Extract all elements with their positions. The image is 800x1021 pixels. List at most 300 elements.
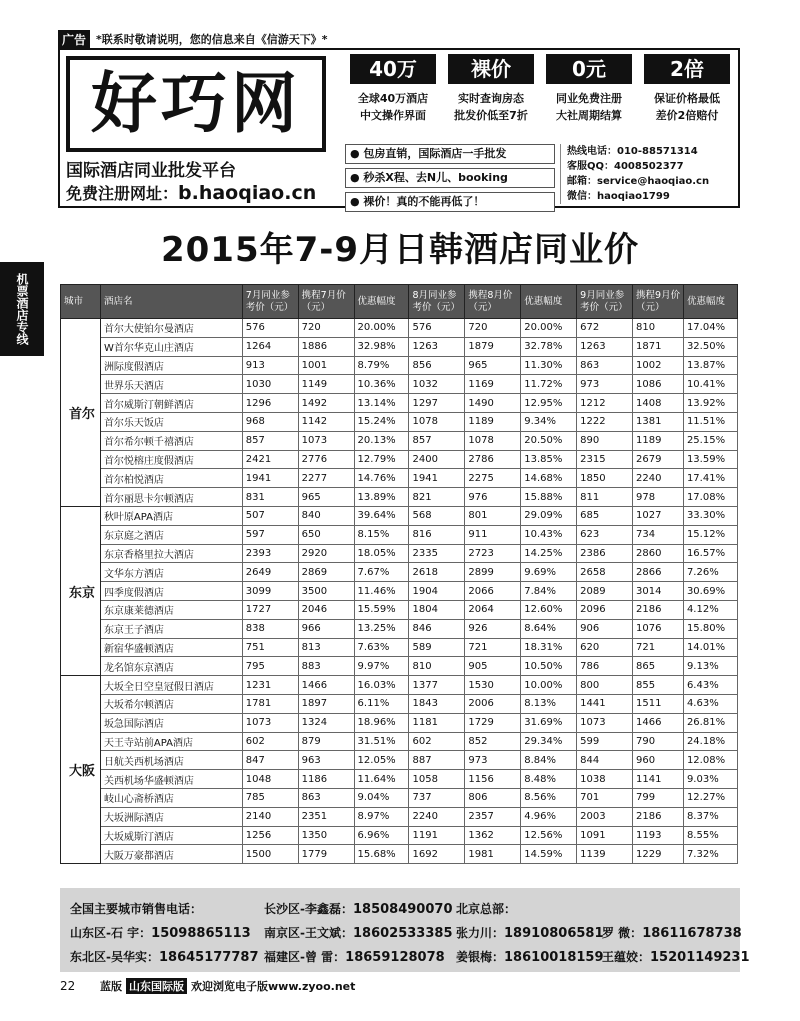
price-cell: 973: [465, 751, 521, 770]
price-cell: 2064: [465, 600, 521, 619]
price-cell: 7.26%: [683, 563, 737, 582]
feature-4-line1: 保证价格最低: [654, 92, 720, 105]
table-row: [61, 488, 738, 507]
price-cell: 1193: [633, 826, 684, 845]
price-cell: 8.97%: [354, 807, 409, 826]
table-row: [61, 657, 738, 676]
price-cell: 8.56%: [521, 788, 577, 807]
price-cell: 15.12%: [683, 525, 737, 544]
price-cell: 623: [577, 525, 633, 544]
column-header: 8月同业参考价（元）: [409, 285, 465, 319]
price-cell: 568: [409, 506, 465, 525]
price-cell: 1500: [242, 845, 298, 864]
price-cell: 1492: [298, 394, 354, 413]
table-row: [61, 732, 738, 751]
hotel-name-cell: 大坂全日空皇冠假日酒店: [100, 676, 242, 695]
city-cell: 东京: [61, 506, 101, 675]
price-cell: 1229: [633, 845, 684, 864]
price-cell: 18.96%: [354, 713, 409, 732]
table-row: [61, 713, 738, 732]
price-cell: 17.04%: [683, 319, 737, 338]
price-cell: 2186: [633, 600, 684, 619]
table-row: [61, 694, 738, 713]
contact-name: 罗 微：: [602, 926, 643, 940]
price-cell: 16.57%: [683, 544, 737, 563]
price-cell: 12.79%: [354, 450, 409, 469]
column-header: 携程8月价（元）: [465, 285, 521, 319]
price-cell: 4.12%: [683, 600, 737, 619]
price-cell: 7.63%: [354, 638, 409, 657]
city-cell: 首尔: [61, 319, 101, 507]
price-cell: 801: [465, 506, 521, 525]
table-row: [61, 431, 738, 450]
price-cell: 8.48%: [521, 770, 577, 789]
contact-phone[interactable]: 18602533385: [352, 926, 453, 941]
price-cell: 13.89%: [354, 488, 409, 507]
feature-2-big: 裸价: [448, 54, 534, 84]
sales-contact: [264, 924, 452, 941]
price-cell: 1729: [465, 713, 521, 732]
price-cell: 12.60%: [521, 600, 577, 619]
price-cell: 2240: [409, 807, 465, 826]
brand-logo: 好巧网: [66, 56, 326, 152]
price-cell: 685: [577, 506, 633, 525]
table-row: [61, 826, 738, 845]
contact-phone[interactable]: 18610018159: [504, 950, 604, 965]
contact-name: 姜银梅：: [456, 950, 505, 964]
price-cell: 1904: [409, 582, 465, 601]
brand-block: [66, 56, 336, 204]
side-section-tab: 机票酒店专线: [0, 262, 44, 356]
price-cell: 968: [242, 412, 298, 431]
price-cell: 1530: [465, 676, 521, 695]
table-row: [61, 375, 738, 394]
price-cell: 11.30%: [521, 356, 577, 375]
price-cell: 1843: [409, 694, 465, 713]
price-cell: 17.08%: [683, 488, 737, 507]
sales-contact: [264, 900, 452, 917]
price-cell: 1897: [298, 694, 354, 713]
price-cell: 29.09%: [521, 506, 577, 525]
column-header: 优惠幅度: [354, 285, 409, 319]
price-cell: 976: [465, 488, 521, 507]
price-cell: 2186: [633, 807, 684, 826]
hotel-name-cell: 东京庭之酒店: [100, 525, 242, 544]
price-cell: 1078: [465, 431, 521, 450]
price-cell: 810: [633, 319, 684, 338]
sales-contact: [70, 924, 251, 941]
price-cell: 1408: [633, 394, 684, 413]
price-cell: 1181: [409, 713, 465, 732]
price-cell: 20.00%: [354, 319, 409, 338]
contact-phone[interactable]: 15201149231: [650, 950, 750, 965]
table-row: [61, 337, 738, 356]
price-cell: 16.03%: [354, 676, 409, 695]
hotel-name-cell: 文华东方酒店: [100, 563, 242, 582]
price-cell: 6.96%: [354, 826, 409, 845]
sales-contacts: [60, 888, 750, 972]
feature-4-big: 2倍: [644, 54, 730, 84]
price-cell: 1879: [465, 337, 521, 356]
price-cell: 1381: [633, 412, 684, 431]
price-cell: 32.50%: [683, 337, 737, 356]
price-cell: 599: [577, 732, 633, 751]
price-cell: 3500: [298, 582, 354, 601]
price-cell: 838: [242, 619, 298, 638]
price-cell: 11.46%: [354, 582, 409, 601]
price-cell: 31.69%: [521, 713, 577, 732]
price-cell: 2649: [242, 563, 298, 582]
price-cell: 1324: [298, 713, 354, 732]
hotel-name-cell: 新宿华盛顿酒店: [100, 638, 242, 657]
price-cell: 847: [242, 751, 298, 770]
price-cell: 2140: [242, 807, 298, 826]
price-cell: 855: [633, 676, 684, 695]
hotel-name-cell: 四季度假酒店: [100, 582, 242, 601]
wechat: 微信：haoqiao1799: [567, 191, 670, 202]
price-cell: 840: [298, 506, 354, 525]
hotel-name-cell: 龙名馆东京酒店: [100, 657, 242, 676]
sales-contact: [456, 948, 604, 965]
price-cell: 1048: [242, 770, 298, 789]
price-cell: 14.68%: [521, 469, 577, 488]
price-cell: 26.81%: [683, 713, 737, 732]
price-cell: 11.72%: [521, 375, 577, 394]
hotel-name-cell: 天王寺站前APA酒店: [100, 732, 242, 751]
contact-block: [560, 144, 736, 204]
price-cell: 863: [577, 356, 633, 375]
price-cell: 1186: [298, 770, 354, 789]
hotel-name-cell: 首尔丽思卡尔顿酒店: [100, 488, 242, 507]
price-cell: 734: [633, 525, 684, 544]
price-cell: 1139: [577, 845, 633, 864]
price-cell: 2421: [242, 450, 298, 469]
price-cell: 11.51%: [683, 412, 737, 431]
price-cell: 9.69%: [521, 563, 577, 582]
contact-name: 东北区-吴华实：: [70, 950, 159, 964]
price-cell: 2046: [298, 600, 354, 619]
price-cell: 856: [409, 356, 465, 375]
price-cell: 1441: [577, 694, 633, 713]
price-cell: 799: [633, 788, 684, 807]
price-cell: 2866: [633, 563, 684, 582]
price-table: [60, 284, 738, 864]
price-cell: 846: [409, 619, 465, 638]
price-cell: 4.63%: [683, 694, 737, 713]
price-cell: 911: [465, 525, 521, 544]
hotel-name-cell: 日航关西机场酒店: [100, 751, 242, 770]
price-cell: 17.41%: [683, 469, 737, 488]
contact-phone[interactable]: 15098865113: [151, 926, 251, 941]
price-cell: 8.79%: [354, 356, 409, 375]
price-cell: 816: [409, 525, 465, 544]
price-cell: 39.64%: [354, 506, 409, 525]
contact-phone[interactable]: 18910806581: [504, 926, 604, 941]
bullet-list: [345, 144, 555, 216]
price-cell: 25.15%: [683, 431, 737, 450]
feature-1-line2: 中文操作界面: [360, 109, 426, 122]
qq: 客服QQ：4008502377: [567, 161, 684, 172]
price-cell: 1466: [298, 676, 354, 695]
price-cell: 15.68%: [354, 845, 409, 864]
price-cell: 1781: [242, 694, 298, 713]
price-cell: 6.11%: [354, 694, 409, 713]
table-row: [61, 845, 738, 864]
price-cell: 1027: [633, 506, 684, 525]
price-cell: 1091: [577, 826, 633, 845]
price-cell: 879: [298, 732, 354, 751]
price-cell: 1692: [409, 845, 465, 864]
hotel-name-cell: 洲际度假酒店: [100, 356, 242, 375]
price-cell: 9.04%: [354, 788, 409, 807]
price-cell: 12.08%: [683, 751, 737, 770]
price-cell: 14.01%: [683, 638, 737, 657]
price-cell: 863: [298, 788, 354, 807]
price-cell: 2351: [298, 807, 354, 826]
table-row: [61, 356, 738, 375]
table-row: [61, 807, 738, 826]
price-cell: 1038: [577, 770, 633, 789]
price-cell: 2776: [298, 450, 354, 469]
price-cell: 10.36%: [354, 375, 409, 394]
price-cell: 2618: [409, 563, 465, 582]
price-cell: 2393: [242, 544, 298, 563]
table-row: [61, 600, 738, 619]
price-cell: 1941: [242, 469, 298, 488]
price-cell: 887: [409, 751, 465, 770]
price-cell: 813: [298, 638, 354, 657]
page-number: 22: [60, 979, 76, 993]
sales-contact: [70, 948, 258, 965]
price-cell: 15.80%: [683, 619, 737, 638]
ad-tag: 广告: [58, 30, 90, 49]
price-cell: 1804: [409, 600, 465, 619]
price-cell: 721: [465, 638, 521, 657]
price-cell: 2658: [577, 563, 633, 582]
price-cell: 800: [577, 676, 633, 695]
bullet-2: ● 秒杀X程、去N儿、booking: [345, 168, 555, 188]
price-cell: 751: [242, 638, 298, 657]
price-cell: 1032: [409, 375, 465, 394]
price-cell: 2723: [465, 544, 521, 563]
price-cell: 963: [298, 751, 354, 770]
sales-contact: [456, 924, 604, 941]
price-cell: 1297: [409, 394, 465, 413]
contact-phone[interactable]: 18645177787: [158, 950, 259, 965]
price-cell: 1362: [465, 826, 521, 845]
price-cell: 13.87%: [683, 356, 737, 375]
website-note[interactable]: 欢迎浏览电子版www.zyoo.net: [191, 980, 356, 993]
price-cell: 12.95%: [521, 394, 577, 413]
price-cell: 1981: [465, 845, 521, 864]
table-row: [61, 450, 738, 469]
price-cell: 857: [409, 431, 465, 450]
email[interactable]: 邮箱：service@haoqiao.cn: [567, 176, 710, 187]
price-cell: 737: [409, 788, 465, 807]
price-cell: 1141: [633, 770, 684, 789]
price-cell: 10.43%: [521, 525, 577, 544]
price-cell: 14.59%: [521, 845, 577, 864]
contact-phone[interactable]: 18508490070: [352, 902, 453, 917]
price-cell: 12.27%: [683, 788, 737, 807]
price-cell: 1212: [577, 394, 633, 413]
table-row: [61, 469, 738, 488]
price-cell: 966: [298, 619, 354, 638]
price-cell: 3099: [242, 582, 298, 601]
hotel-name-cell: 东京王子酒店: [100, 619, 242, 638]
hotel-name-cell: 首尔大使铂尔曼酒店: [100, 319, 242, 338]
price-cell: 32.98%: [354, 337, 409, 356]
price-cell: 2400: [409, 450, 465, 469]
feature-4-line2: 差价2倍赔付: [655, 109, 719, 122]
price-cell: 31.51%: [354, 732, 409, 751]
table-header-row: [61, 285, 738, 319]
price-cell: 1263: [577, 337, 633, 356]
table-row: [61, 412, 738, 431]
page-title: 2015年7-9月日韩酒店同业价: [160, 230, 640, 270]
price-cell: 1350: [298, 826, 354, 845]
price-cell: 576: [409, 319, 465, 338]
brand-platform: 国际酒店同业批发平台: [66, 161, 236, 181]
contact-name: 长沙区-李鑫磊：: [264, 902, 353, 916]
city-cell: 大阪: [61, 676, 101, 864]
hotel-name-cell: W首尔华克山庄酒店: [100, 337, 242, 356]
price-cell: 10.00%: [521, 676, 577, 695]
contact-phone[interactable]: 18659128078: [345, 950, 445, 965]
feature-3-big: 0元: [546, 54, 632, 84]
price-cell: 1377: [409, 676, 465, 695]
table-row: [61, 563, 738, 582]
column-header: 城市: [61, 285, 101, 319]
price-cell: 905: [465, 657, 521, 676]
contact-phone[interactable]: 18611678738: [642, 926, 742, 941]
section-label: 山东国际版: [126, 978, 187, 994]
price-cell: 4.96%: [521, 807, 577, 826]
price-cell: 24.18%: [683, 732, 737, 751]
price-cell: 1296: [242, 394, 298, 413]
price-cell: 965: [465, 356, 521, 375]
column-header: 酒店名: [100, 285, 242, 319]
price-cell: 965: [298, 488, 354, 507]
price-cell: 2066: [465, 582, 521, 601]
price-cell: 1231: [242, 676, 298, 695]
price-cell: 1189: [465, 412, 521, 431]
feature-1-line1: 全球40万酒店: [357, 92, 429, 105]
table-row: [61, 394, 738, 413]
price-cell: 576: [242, 319, 298, 338]
contact-name: 福建区-曾 雷：: [264, 950, 346, 964]
feature-2: [448, 54, 534, 124]
hotel-name-cell: 关西机场华盛顿酒店: [100, 770, 242, 789]
table-row: [61, 506, 738, 525]
feature-2-line2: 批发价低至7折: [454, 109, 528, 122]
price-cell: 1886: [298, 337, 354, 356]
price-cell: 597: [242, 525, 298, 544]
hotel-name-cell: 东京康莱德酒店: [100, 600, 242, 619]
price-cell: 2335: [409, 544, 465, 563]
price-cell: 30.69%: [683, 582, 737, 601]
price-cell: 978: [633, 488, 684, 507]
price-cell: 1727: [242, 600, 298, 619]
price-cell: 2006: [465, 694, 521, 713]
price-cell: 2357: [465, 807, 521, 826]
feature-3-line2: 大社周期结算: [556, 109, 622, 122]
hq-heading: 北京总部：: [456, 902, 517, 916]
price-cell: 2089: [577, 582, 633, 601]
price-cell: 10.41%: [683, 375, 737, 394]
price-cell: 33.30%: [683, 506, 737, 525]
price-cell: 1850: [577, 469, 633, 488]
table-row: [61, 638, 738, 657]
column-header: 优惠幅度: [521, 285, 577, 319]
price-cell: 973: [577, 375, 633, 394]
price-cell: 1142: [298, 412, 354, 431]
hotel-name-cell: 首尔乐天饭店: [100, 412, 242, 431]
price-cell: 15.88%: [521, 488, 577, 507]
column-header: 优惠幅度: [683, 285, 737, 319]
price-cell: 960: [633, 751, 684, 770]
price-cell: 1941: [409, 469, 465, 488]
price-cell: 13.14%: [354, 394, 409, 413]
price-cell: 507: [242, 506, 298, 525]
table-row: [61, 525, 738, 544]
price-cell: 11.64%: [354, 770, 409, 789]
price-cell: 821: [409, 488, 465, 507]
price-cell: 1779: [298, 845, 354, 864]
sales-contact: [264, 948, 445, 965]
price-cell: 785: [242, 788, 298, 807]
price-cell: 8.64%: [521, 619, 577, 638]
price-cell: 883: [298, 657, 354, 676]
hotel-name-cell: 首尔柏悦酒店: [100, 469, 242, 488]
hotel-name-cell: 岐山心斋桥酒店: [100, 788, 242, 807]
register-label: 免费注册网址：: [66, 184, 179, 203]
price-cell: 7.32%: [683, 845, 737, 864]
price-cell: 831: [242, 488, 298, 507]
sales-contact: [602, 948, 750, 965]
price-cell: 2003: [577, 807, 633, 826]
price-cell: 7.84%: [521, 582, 577, 601]
price-cell: 2869: [298, 563, 354, 582]
contact-name: 南京区-王文斌：: [264, 926, 353, 940]
feature-3-line1: 同业免费注册: [556, 92, 622, 105]
price-cell: 926: [465, 619, 521, 638]
price-cell: 1030: [242, 375, 298, 394]
price-cell: 811: [577, 488, 633, 507]
table-row: [61, 676, 738, 695]
register-url[interactable]: b.haoqiao.cn: [178, 182, 317, 204]
price-cell: 1256: [242, 826, 298, 845]
price-cell: 1073: [577, 713, 633, 732]
price-cell: 10.50%: [521, 657, 577, 676]
price-cell: 9.97%: [354, 657, 409, 676]
price-cell: 1078: [409, 412, 465, 431]
ad-notice-bar: [58, 30, 328, 48]
price-cell: 29.34%: [521, 732, 577, 751]
price-cell: 3014: [633, 582, 684, 601]
price-cell: 1058: [409, 770, 465, 789]
price-cell: 9.03%: [683, 770, 737, 789]
price-cell: 810: [409, 657, 465, 676]
price-cell: 20.50%: [521, 431, 577, 450]
page-footer: [60, 978, 355, 994]
price-cell: 14.76%: [354, 469, 409, 488]
price-cell: 14.25%: [521, 544, 577, 563]
price-cell: 1490: [465, 394, 521, 413]
price-cell: 8.15%: [354, 525, 409, 544]
price-cell: 9.34%: [521, 412, 577, 431]
table-row: [61, 544, 738, 563]
